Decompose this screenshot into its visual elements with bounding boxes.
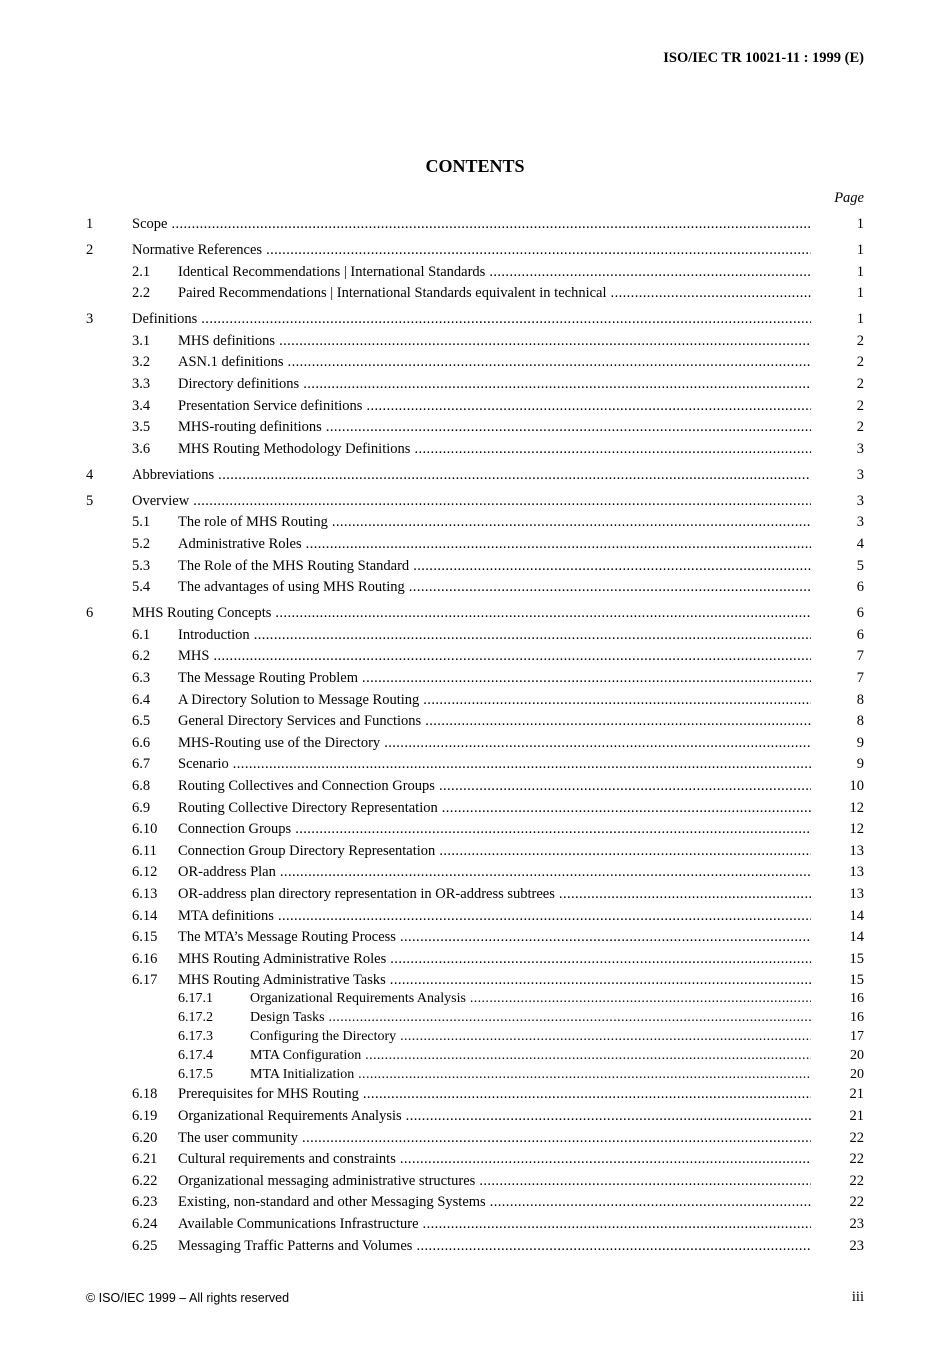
toc-entry (0, 1107, 950, 1125)
toc-entry-title: MHS Routing Administrative Roles ..... (178, 950, 811, 968)
toc-entry (0, 241, 950, 259)
toc-entry-page: 3 (856, 440, 864, 457)
toc-entry-page: 1 (856, 242, 864, 258)
toc-entry-page: 22 (849, 1194, 864, 1211)
toc-entry-page: 1 (856, 216, 864, 232)
toc-entry (0, 353, 950, 371)
toc-entry-page: 2 (856, 419, 864, 436)
page-column-label: Page (834, 190, 864, 206)
toc-entry (0, 1047, 950, 1065)
toc-entry-page: 3 (856, 466, 864, 483)
toc-entry-number: 6.22 (132, 1172, 158, 1189)
toc-entry-page: 9 (856, 756, 864, 773)
toc-entry-title: MHS Routing Administrative Tasks ..... (178, 971, 811, 989)
toc-entry-number: 5.2 (132, 536, 151, 552)
toc-entry-number: 1 (86, 216, 94, 232)
toc-entry-number: 6.1 (132, 626, 151, 643)
toc-entry-number: 3.2 (132, 354, 151, 371)
toc-entry-title: MTA definitions ..... (178, 907, 811, 925)
toc-entry-title: MHS-routing definitions ..... (178, 418, 811, 436)
toc-entry-page: 8 (856, 691, 864, 708)
toc-entry-number: 3 (86, 311, 94, 328)
toc-entry-page: 1 (856, 311, 864, 328)
toc-entry-title: Messaging Traffic Patterns and Volumes ..... (178, 1237, 811, 1255)
toc-entry-number: 6.14 (132, 907, 158, 924)
toc-entry-number: 6.3 (132, 670, 151, 686)
toc-entry-title: Organizational messaging administrative structures ..... (178, 1172, 811, 1190)
toc-entry (0, 397, 950, 415)
toc-entry-title: The advantages of using MHS Routing ..... (178, 578, 811, 596)
toc-entry-number: 6.12 (132, 864, 158, 881)
toc-entry (0, 712, 950, 730)
toc-entry-number: 6.2 (132, 648, 151, 665)
toc-entry-number: 6.19 (132, 1108, 158, 1124)
toc-entry-page: 22 (849, 1151, 864, 1168)
toc-entry (0, 820, 950, 838)
toc-entry-title: MHS ..... (178, 647, 811, 665)
toc-entry-title: The MTA’s Message Routing Process ..... (178, 928, 811, 946)
toc-entry-number: 6.25 (132, 1237, 158, 1254)
toc-entry-page: 7 (856, 648, 864, 665)
toc-entry-title: Routing Collective Directory Representation ..... (178, 799, 811, 817)
toc-entry-page: 22 (849, 1172, 864, 1189)
toc-entry (0, 1150, 950, 1168)
toc-entry (0, 284, 950, 302)
toc-entry-number: 2.1 (132, 263, 151, 280)
toc-entry-title: Introduction ..... (178, 626, 811, 644)
toc-entry (0, 669, 950, 687)
toc-entry-title: Connection Groups ..... (178, 820, 811, 838)
toc-entry-page: 17 (850, 1029, 864, 1045)
toc-entry-number: 6.17.5 (178, 1067, 213, 1083)
toc-entry-title: MHS definitions ..... (178, 332, 811, 350)
toc-entry-page: 21 (849, 1108, 864, 1124)
toc-entry (0, 1237, 950, 1255)
toc-entry-title: MHS Routing Methodology Definitions ..... (178, 440, 811, 458)
toc-entry-title: Prerequisites for MHS Routing ..... (178, 1085, 811, 1103)
toc-entry-number: 4 (86, 466, 94, 483)
toc-entry-number: 6.17.2 (178, 1010, 213, 1026)
toc-entry-number: 6.15 (132, 929, 158, 946)
toc-entry (0, 466, 950, 484)
document-reference: ISO/IEC TR 10021-11 : 1999 (E) (663, 50, 864, 66)
toc-entry (0, 215, 950, 233)
toc-entry-number: 3.4 (132, 397, 151, 414)
page-title: CONTENTS (425, 156, 525, 176)
toc-entry-number: 2.2 (132, 285, 151, 302)
toc-entry-title: OR-address plan directory representation in OR-address subtrees ..... (178, 885, 811, 903)
toc-entry-title: MTA Configuration ..... (250, 1047, 811, 1065)
toc-entry (0, 263, 950, 281)
toc-entry-number: 5 (86, 492, 94, 509)
toc-entry-title: Administrative Roles ..... (178, 535, 811, 553)
toc-entry-title: The role of MHS Routing ..... (178, 513, 811, 531)
toc-entry (0, 755, 950, 773)
toc-entry (0, 1193, 950, 1211)
toc-entry-title: General Directory Services and Functions ..... (178, 712, 811, 730)
toc-entry (0, 418, 950, 436)
toc-entry-page: 10 (849, 778, 864, 794)
toc-entry-number: 6.23 (132, 1194, 158, 1211)
toc-entry (0, 557, 950, 575)
toc-entry-title: Abbreviations ..... (132, 466, 811, 484)
toc-entry (0, 1129, 950, 1147)
toc-entry-number: 6.5 (132, 713, 151, 730)
toc-entry-number: 3.5 (132, 419, 151, 436)
toc-entry (0, 734, 950, 752)
toc-entry-page: 20 (850, 1067, 864, 1083)
toc-entry-number: 6.4 (132, 691, 151, 708)
toc-entry-title: OR-address Plan ..... (178, 863, 811, 881)
toc-entry-page: 1 (856, 263, 864, 280)
toc-entry-page: 6 (856, 605, 864, 622)
toc-entry (0, 332, 950, 350)
toc-entry (0, 513, 950, 531)
toc-entry (0, 1066, 950, 1084)
toc-entry-title: Organizational Requirements Analysis ..... (178, 1107, 811, 1125)
toc-entry-number: 3.6 (132, 440, 151, 457)
toc-entry-title: Presentation Service definitions ..... (178, 397, 811, 415)
toc-entry-page: 2 (856, 397, 864, 414)
toc-entry-number: 6.17.3 (178, 1029, 213, 1045)
toc-entry (0, 1215, 950, 1233)
toc-entry-page: 13 (849, 886, 864, 902)
toc-entry-number: 6.24 (132, 1216, 158, 1232)
toc-entry-number: 6.17 (132, 972, 158, 989)
toc-entry-number: 5.1 (132, 514, 151, 531)
toc-entry-page: 16 (850, 991, 864, 1007)
toc-entry-page: 13 (849, 842, 864, 859)
toc-entry (0, 950, 950, 968)
toc-entry-page: 15 (849, 972, 864, 989)
toc-entry-number: 5.3 (132, 557, 151, 574)
toc-entry (0, 990, 950, 1008)
toc-entry-title: Routing Collectives and Connection Groups ..... (178, 777, 811, 795)
toc-entry-page: 7 (856, 670, 864, 686)
toc-entry-title: Organizational Requirements Analysis ..... (250, 990, 811, 1008)
toc-entry-title: Normative References ..... (132, 241, 811, 259)
copyright-notice: © ISO/IEC 1999 – All rights reserved (86, 1291, 290, 1305)
toc-entry (0, 928, 950, 946)
toc-entry-number: 6 (86, 605, 94, 622)
toc-entry-title: The Message Routing Problem ..... (178, 669, 811, 687)
toc-entry (0, 691, 950, 709)
toc-entry-title: Existing, non-standard and other Messaging Systems ..... (178, 1193, 811, 1211)
toc-entry-title: Scenario ..... (178, 755, 811, 773)
toc-entry-title: Paired Recommendations | International Standards equivalent in technical ..... (178, 284, 811, 302)
toc-entry (0, 971, 950, 989)
toc-entry-page: 22 (849, 1129, 864, 1146)
toc-entry-number: 5.4 (132, 579, 151, 596)
toc-entry-title: Cultural requirements and constraints ..... (178, 1150, 811, 1168)
toc-entry-page: 2 (856, 354, 864, 371)
toc-entry (0, 1085, 950, 1103)
toc-entry-number: 6.9 (132, 799, 151, 816)
toc-entry-number: 6.7 (132, 756, 151, 773)
toc-entry-number: 3.1 (132, 332, 151, 349)
toc-entry-page: 21 (849, 1086, 864, 1103)
toc-entry-title: Configuring the Directory ..... (250, 1028, 811, 1046)
toc-entry-title: Identical Recommendations | International Standards ..... (178, 263, 811, 281)
toc-entry-number: 6.13 (132, 886, 158, 902)
toc-entry-page: 16 (850, 1010, 864, 1026)
toc-entry-number: 6.6 (132, 734, 151, 751)
toc-entry-number: 6.16 (132, 950, 158, 967)
toc-entry-page: 9 (856, 734, 864, 751)
toc-entry (0, 375, 950, 393)
toc-entry-number: 6.17.1 (178, 991, 213, 1007)
toc-entry-page: 20 (850, 1048, 864, 1064)
toc-entry-number: 6.11 (132, 842, 157, 859)
toc-entry (0, 647, 950, 665)
toc-entry-number: 6.18 (132, 1086, 158, 1103)
toc-entry (0, 1028, 950, 1046)
toc-entry-number: 6.8 (132, 778, 151, 794)
toc-entry (0, 310, 950, 328)
toc-entry-title: The Role of the MHS Routing Standard ..... (178, 557, 811, 575)
toc-entry (0, 492, 950, 510)
toc-entry-title: MTA Initialization ..... (250, 1066, 811, 1084)
toc-entry-title: Scope ..... (132, 215, 811, 233)
toc-entry-title: Definitions ..... (132, 310, 811, 328)
toc-entry (0, 799, 950, 817)
toc-entry (0, 863, 950, 881)
toc-entry (0, 1009, 950, 1027)
toc-entry (0, 842, 950, 860)
toc-entry-title: Available Communications Infrastructure ..... (178, 1215, 811, 1233)
toc-entry-title: Overview ..... (132, 492, 811, 510)
toc-entry-page: 4 (856, 536, 864, 552)
toc-entry-page: 5 (856, 557, 864, 574)
toc-entry (0, 907, 950, 925)
toc-entry-number: 3.3 (132, 376, 151, 392)
toc-entry-page: 23 (849, 1237, 864, 1254)
toc-entry-page: 3 (856, 514, 864, 531)
toc-entry-page: 3 (856, 492, 864, 509)
toc-entry-title: ASN.1 definitions ..... (178, 353, 811, 371)
toc-entry-title: The user community ..... (178, 1129, 811, 1147)
toc-entry-page: 13 (849, 864, 864, 881)
toc-entry (0, 1172, 950, 1190)
toc-entry-page: 6 (856, 626, 864, 643)
toc-entry (0, 535, 950, 553)
toc-entry-number: 6.10 (132, 821, 158, 838)
toc-entry (0, 604, 950, 622)
toc-entry (0, 440, 950, 458)
toc-entry (0, 626, 950, 644)
toc-entry-title: Directory definitions ..... (178, 375, 811, 393)
toc-entry (0, 885, 950, 903)
toc-entry-number: 6.17.4 (178, 1048, 213, 1064)
toc-entry-page: 12 (849, 799, 864, 816)
toc-entry (0, 777, 950, 795)
toc-entry-page: 23 (849, 1216, 864, 1232)
toc-entry-page: 8 (856, 713, 864, 730)
toc-entry-page: 2 (856, 376, 864, 392)
toc-entry-title: MHS-Routing use of the Directory ..... (178, 734, 811, 752)
toc-entry-page: 1 (856, 285, 864, 302)
toc-entry-title: Design Tasks ..... (250, 1009, 811, 1027)
toc-entry-page: 2 (856, 332, 864, 349)
toc-entry-number: 6.21 (132, 1151, 158, 1168)
page-number: iii (851, 1289, 864, 1305)
toc-entry-page: 12 (849, 821, 864, 838)
toc-entry-page: 14 (849, 929, 864, 946)
toc-entry-page: 6 (856, 579, 864, 596)
toc-entry (0, 578, 950, 596)
toc-entry-number: 6.20 (132, 1129, 158, 1146)
toc-entry-page: 15 (849, 950, 864, 967)
toc-entry-title: Connection Group Directory Representation ..... (178, 842, 811, 860)
toc-entry-page: 14 (849, 907, 864, 924)
toc-entry-title: A Directory Solution to Message Routing ..... (178, 691, 811, 709)
toc-entry-number: 2 (86, 242, 94, 258)
toc-entry-title: MHS Routing Concepts ..... (132, 604, 811, 622)
